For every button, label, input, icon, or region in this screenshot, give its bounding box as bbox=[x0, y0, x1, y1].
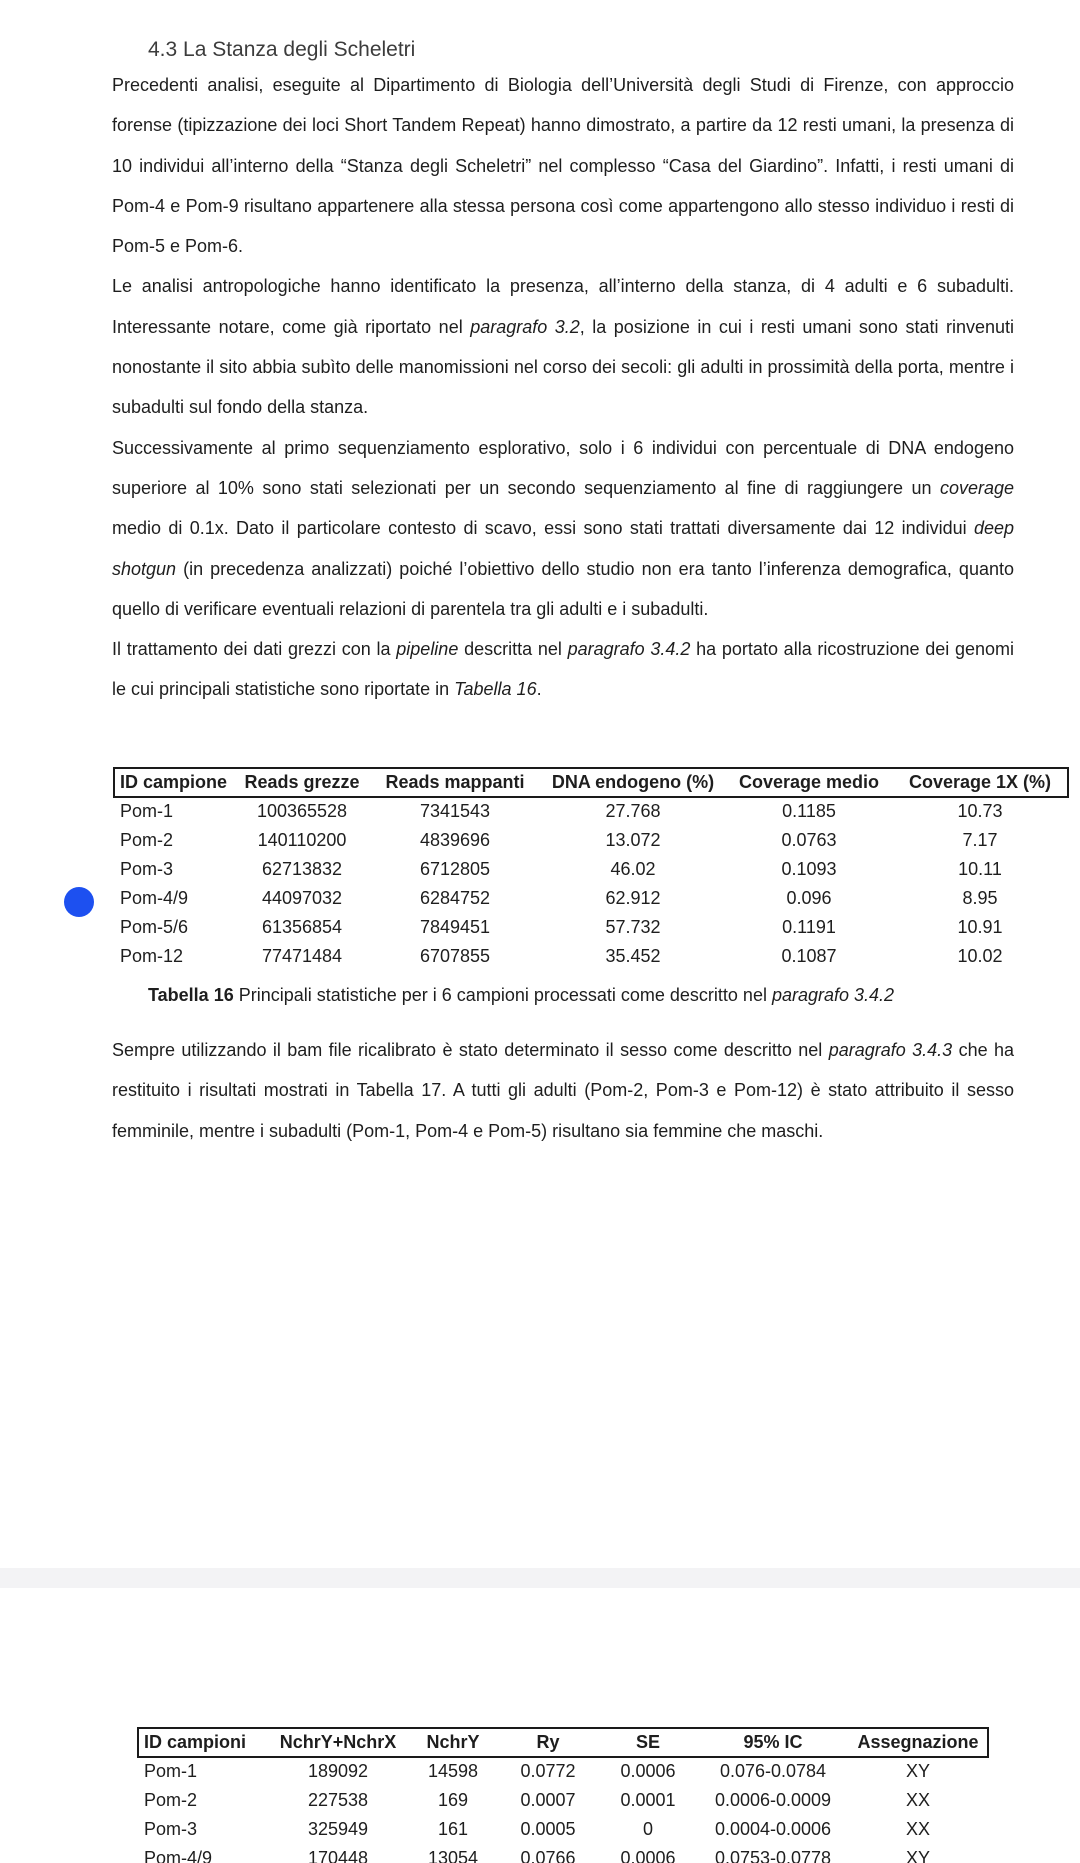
table-cell: 13.072 bbox=[605, 830, 661, 850]
paragraph-text: Successivamente al primo sequenziamento esplorativo, solo i 6 individui con percentuale di DNA endogeno superiore al 10% sono stati selezionati per un secondo sequenziamento al fine di raggiungere un bbox=[112, 437, 1014, 498]
table-cell: Pom-5/6 bbox=[120, 917, 189, 937]
table-16 bbox=[114, 768, 1068, 971]
table-cell: 0.0772 bbox=[520, 1761, 576, 1781]
italic-term: paragrafo 3.2 bbox=[470, 316, 580, 337]
body-text-2 bbox=[112, 1030, 1014, 1151]
italic-term: Tabella 16 bbox=[454, 679, 537, 700]
section-heading: 4.3 La Stanza degli Scheletri bbox=[148, 38, 416, 61]
column-header: Reads mappanti bbox=[385, 772, 525, 792]
table-cell: 0.1191 bbox=[782, 917, 836, 937]
table-cell: 0.0766 bbox=[520, 1848, 576, 1863]
table-cell: 0.1093 bbox=[781, 859, 837, 879]
table-row bbox=[114, 797, 1068, 826]
column-header: Assegnazione bbox=[857, 1732, 979, 1752]
paragraph bbox=[112, 428, 1014, 629]
table-cell: 6707855 bbox=[419, 946, 491, 966]
caption-ref: paragrafo 3.4.2 bbox=[771, 985, 895, 1005]
table-cell: 0.0005 bbox=[520, 1819, 576, 1839]
table-cell: 0.0753-0.0778 bbox=[714, 1848, 832, 1863]
table-cell: 0.0007 bbox=[520, 1790, 576, 1810]
table-row bbox=[138, 1757, 988, 1786]
table-cell: 140110200 bbox=[257, 830, 347, 850]
column-header: ID campioni bbox=[144, 1732, 247, 1752]
table-cell: 0.0006-0.0009 bbox=[714, 1790, 832, 1810]
table-17-header-row bbox=[138, 1728, 988, 1757]
italic-term: paragrafo 3.4.3 bbox=[828, 1040, 953, 1060]
column-header: DNA endogeno (%) bbox=[551, 772, 715, 792]
table-cell: Pom-3 bbox=[120, 859, 174, 879]
touch-indicator-dot bbox=[64, 887, 94, 917]
column-header: SE bbox=[635, 1732, 660, 1752]
document-page-2 bbox=[0, 1588, 1080, 1863]
italic-term: pipeline bbox=[396, 639, 459, 660]
table-row bbox=[114, 942, 1068, 971]
table-cell: 170448 bbox=[307, 1848, 369, 1863]
table-cell: 0.0006 bbox=[620, 1761, 676, 1781]
table-cell: 13054 bbox=[427, 1848, 479, 1863]
table-cell: 62713832 bbox=[261, 859, 343, 879]
column-header: Ry bbox=[536, 1732, 560, 1752]
italic-term: coverage bbox=[939, 477, 1014, 498]
table-cell: 10.73 bbox=[957, 801, 1003, 821]
table-cell: Pom-2 bbox=[144, 1790, 198, 1810]
column-header: 95% IC bbox=[743, 1732, 803, 1752]
table-cell: 77471484 bbox=[261, 946, 343, 966]
caption-text: Principali statistiche per i 6 campioni processati come descritto nel bbox=[233, 985, 772, 1005]
table-cell: 62.912 bbox=[605, 888, 661, 908]
italic-term: deep shotgun bbox=[112, 518, 1014, 579]
paragraph-text: (in precedenza analizzati) poiché l’obiettivo dello studio non era tanto l’inferenza demografica, quanto quello di verificare eventuali relazioni di parentela tra gli adulti e i subadulti. bbox=[112, 558, 1014, 619]
table-16-caption bbox=[148, 985, 894, 1006]
paragraph-text: Le analisi antropologiche hanno identificato la presenza, all’interno della stanza, di 4 adulti e 6 subadulti. Interessante notare, come già riportato nel bbox=[112, 276, 1014, 337]
table-row bbox=[138, 1815, 988, 1844]
table-cell: 227538 bbox=[307, 1790, 369, 1810]
column-header: NchrY+NchrX bbox=[279, 1732, 397, 1752]
table-cell: 169 bbox=[437, 1790, 469, 1810]
column-header: ID campione bbox=[120, 772, 228, 792]
table-cell: 14598 bbox=[427, 1761, 479, 1781]
caption-label: Tabella 16 bbox=[148, 985, 234, 1005]
table-17 bbox=[138, 1728, 988, 1863]
table-cell: Pom-12 bbox=[120, 946, 184, 966]
table-16-header-row bbox=[114, 768, 1068, 797]
table-cell: Pom-4/9 bbox=[144, 1848, 213, 1863]
table-cell: 46.02 bbox=[610, 859, 656, 879]
table-row bbox=[138, 1786, 988, 1815]
table-17-body bbox=[138, 1757, 988, 1863]
table-cell: 10.02 bbox=[957, 946, 1003, 966]
table-cell: 27.768 bbox=[605, 801, 661, 821]
table-cell: 57.732 bbox=[605, 917, 661, 937]
table-cell: 0.096 bbox=[786, 888, 832, 908]
table-cell: 7.17 bbox=[962, 830, 998, 850]
table-cell: 10.11 bbox=[958, 859, 1002, 879]
page-divider bbox=[0, 1568, 1080, 1588]
table-row bbox=[138, 1844, 988, 1863]
table-cell: 325949 bbox=[307, 1819, 369, 1839]
table-cell: XY bbox=[905, 1848, 930, 1863]
table-cell: 6284752 bbox=[419, 888, 491, 908]
table-row bbox=[114, 855, 1068, 884]
table-cell: Pom-1 bbox=[120, 801, 174, 821]
table-cell: 100365528 bbox=[256, 801, 348, 821]
table-row bbox=[114, 913, 1068, 942]
table-cell: 0.0004-0.0006 bbox=[714, 1819, 832, 1839]
column-header: Coverage 1X (%) bbox=[908, 772, 1052, 792]
table-cell: 4839696 bbox=[419, 830, 491, 850]
table-cell: 7849451 bbox=[419, 917, 491, 937]
table-cell: 0 bbox=[642, 1819, 653, 1839]
body-text bbox=[112, 65, 1014, 710]
column-header: NchrY bbox=[426, 1732, 480, 1752]
table-cell: 10.91 bbox=[957, 917, 1003, 937]
paragraph-text: ha portato alla ricostruzione dei genomi le cui principali statistiche sono riportate in bbox=[112, 639, 1015, 700]
table-cell: 7341543 bbox=[419, 801, 491, 821]
table-cell: 189092 bbox=[307, 1761, 369, 1781]
table-cell: 61356854 bbox=[261, 917, 343, 937]
column-header: Coverage medio bbox=[738, 772, 880, 792]
table-cell: 44097032 bbox=[261, 888, 343, 908]
italic-term: paragrafo 3.4.2 bbox=[567, 639, 691, 660]
table-cell: 0.1087 bbox=[781, 946, 837, 966]
table-cell: Pom-3 bbox=[144, 1819, 198, 1839]
table-cell: 0.1185 bbox=[782, 801, 836, 821]
paragraph-text: descritta nel bbox=[458, 639, 568, 660]
paragraph-text: Il trattamento dei dati grezzi con la bbox=[112, 639, 397, 660]
column-header: Reads grezze bbox=[244, 772, 360, 792]
table-16-body bbox=[114, 797, 1068, 971]
paragraph-text: Precedenti analisi, eseguite al Dipartimento di Biologia dell’Università degli Studi di Firenze, con approccio forense (tipizzazione dei loci Short Tandem Repeat) hanno dimostrato, a partire da 12 resti umani, la presenza di 10 individui all’interno della “Stanza degli Scheletri” nel complesso “Casa del Giardino”. Infatti, i resti umani di Pom-4 e Pom-9 risultano appartenere alla stessa persona così come appartengono allo stesso individuo i resti di Pom-5 e Pom-6. bbox=[112, 75, 1014, 257]
paragraph-text: , la posizione in cui i resti umani sono stati rinvenuti nonostante il sito abbia subìto delle manomissioni nel corso dei secoli: gli adulti in prossimità della porta, mentre i subadulti sul fondo della stanza. bbox=[112, 316, 1014, 418]
table-cell: 0.0763 bbox=[781, 830, 837, 850]
table-cell: 161 bbox=[437, 1819, 469, 1839]
table-row bbox=[114, 826, 1068, 855]
table-cell: Pom-2 bbox=[120, 830, 174, 850]
paragraph-text: che ha restituito i risultati mostrati in Tabella 17. A tutti gli adulti (Pom-2, Pom-3 e Pom-12) è stato attribuito il sesso femminile, mentre i subadulti (Pom-1, Pom-4 e Pom-5) risultano sia femmine che maschi. bbox=[112, 1040, 1015, 1141]
table-cell: 0.076-0.0784 bbox=[719, 1761, 827, 1781]
paragraph-text: Sempre utilizzando il bam file ricalibrato è stato determinato il sesso come descritto nel bbox=[112, 1040, 829, 1060]
table-cell: XY bbox=[905, 1761, 930, 1781]
table-cell: Pom-1 bbox=[144, 1761, 198, 1781]
paragraph bbox=[112, 65, 1014, 266]
paragraph bbox=[112, 266, 1014, 427]
table-cell: 6712805 bbox=[419, 859, 491, 879]
table-cell: 35.452 bbox=[605, 946, 661, 966]
paragraph bbox=[112, 1030, 1014, 1151]
table-cell: 0.0001 bbox=[620, 1790, 676, 1810]
paragraph bbox=[112, 629, 1014, 710]
table-cell: 0.0006 bbox=[620, 1848, 676, 1863]
paragraph-text: . bbox=[536, 679, 542, 700]
table-row bbox=[114, 884, 1068, 913]
paragraph-text: medio di 0.1x. Dato il particolare contesto di scavo, essi sono stati trattati diversamente dai 12 individui bbox=[112, 518, 974, 539]
table-cell: Pom-4/9 bbox=[120, 888, 189, 908]
table-cell: 8.95 bbox=[962, 888, 998, 908]
table-cell: XX bbox=[905, 1790, 930, 1810]
table-cell: XX bbox=[905, 1819, 930, 1839]
